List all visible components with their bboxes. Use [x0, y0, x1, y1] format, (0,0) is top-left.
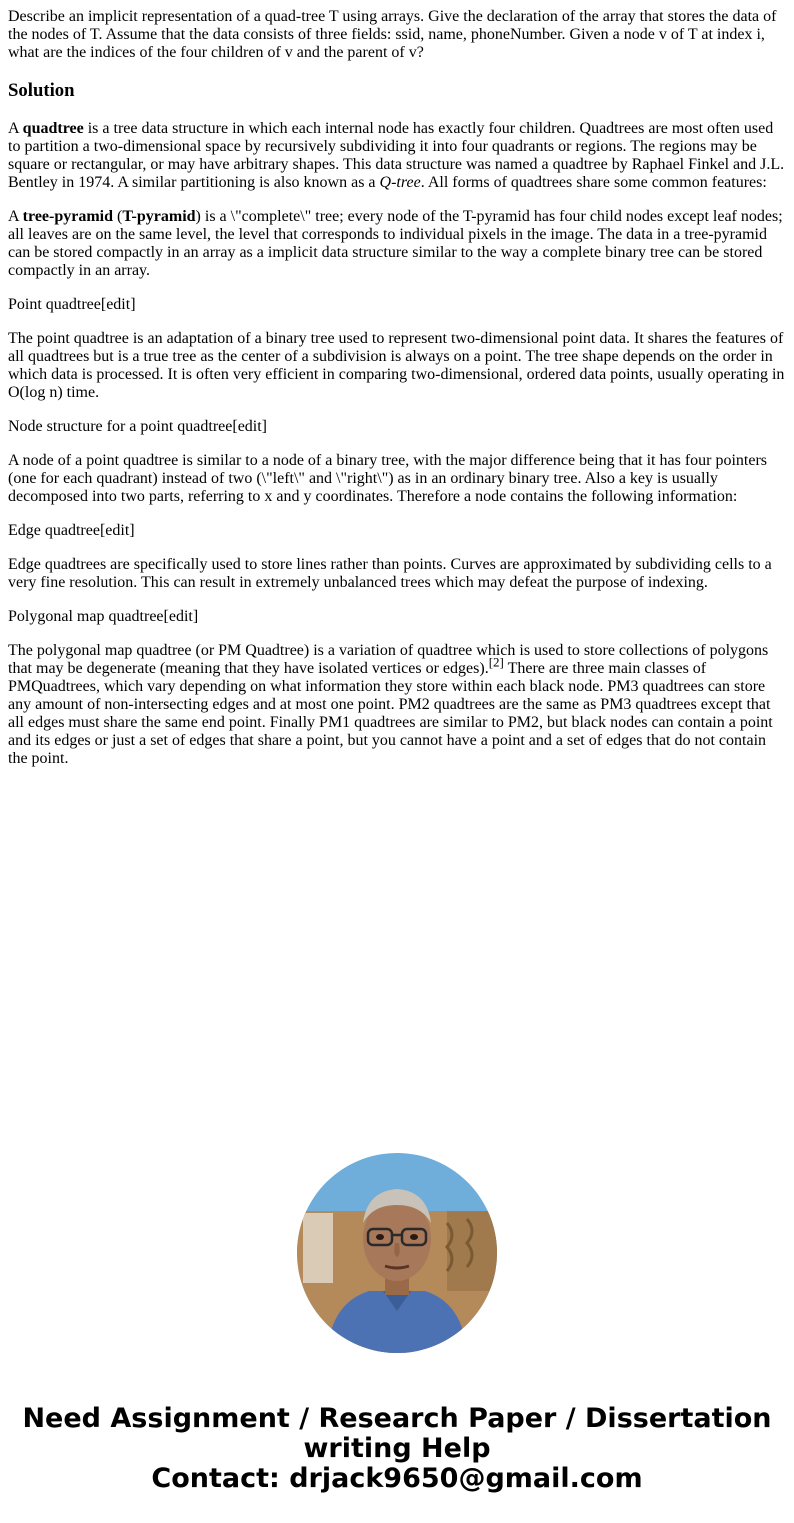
promo-line-2: writing Help	[303, 1433, 491, 1464]
question-text: Describe an implicit representation of a quad-tree T using arrays. Give the declaration of the array that stores the data of the nodes of T. Assume that the data consists of three fields: ssid, name, phoneNumber. Given a node v of T at index i, what are the indices of the four children of v and the parent of v?	[8, 8, 777, 61]
promo-line-1: Need Assignment / Research Paper / Dissertation	[22, 1403, 772, 1434]
promo-banner	[0, 1404, 794, 1494]
qtree-term: Q-tree	[379, 174, 421, 191]
pyramid-paragraph: A tree-pyramid (T-pyramid) is a \"complete\" tree; every node of the T-pyramid has four child nodes except leaf nodes; all leaves are on the same level, the level that corresponds to individual pixels in the image. The data in a tree-pyramid can be stored compactly in an array as a implicit data structure similar to the way a complete binary tree can be stored compactly in an array.	[8, 208, 783, 279]
node-structure-paragraph: A node of a point quadtree is similar to a node of a binary tree, with the major difference being that it has four pointers (one for each quadrant) instead of two (\"left\" and \"right\") as in an ordinary binary tree. Also a key is usually decomposed into two parts, referring to x and y coordinates. Therefore a node contains the following information:	[8, 452, 768, 505]
solution-heading: Solution	[8, 80, 75, 101]
node-structure-heading: Node structure for a point quadtree[edit]	[8, 418, 268, 435]
t-pyramid-term: T-pyramid	[122, 208, 196, 225]
author-photo	[297, 1153, 497, 1353]
quadtree-term: quadtree	[22, 120, 84, 137]
point-quadtree-heading: Point quadtree[edit]	[8, 296, 136, 313]
reference-2: [2]	[488, 654, 504, 670]
author-portrait	[297, 1153, 497, 1353]
edge-quadtree-paragraph: Edge quadtrees are specifically used to store lines rather than points. Curves are approximated by subdividing cells to a very fine resolution. This can result in extremely unbalanced trees which may defeat the purpose of indexing.	[8, 556, 772, 591]
point-quadtree-paragraph: The point quadtree is an adaptation of a binary tree used to represent two-dimensional point data. It shares the features of all quadtrees but is a true tree as the center of a subdivision is always on a point. The tree shape depends on the order in which data is processed. It is often very efficient in comparing two-dimensional, ordered data points, usually operating in O(log n) time.	[8, 330, 785, 401]
intro-paragraph: A quadtree is a tree data structure in which each internal node has exactly four children. Quadtrees are most often used to partition a two-dimensional space by recursively subdividing it into four quadrants or regions. The regions may be square or rectangular, or may have arbitrary shapes. This data structure was named a quadtree by Raphael Finkel and J.L. Bentley in 1974. A similar partitioning is also known as a Q-tree. All forms of quadtrees share some common features:	[8, 120, 785, 191]
polygonal-quadtree-paragraph: The polygonal map quadtree (or PM Quadtree) is a variation of quadtree which is used to store collections of polygons that may be degenerate (meaning that they have isolated vertices or edges).[2] There are three main classes of PMQuadtrees, which vary depending on what information they store within each black node. PM3 quadtrees can store any amount of non-intersecting edges and at most one point. PM2 quadtrees are the same as PM3 quadtrees except that all edges must share the same end point. Finally PM1 quadtrees are similar to PM2, but black nodes can contain a point and its edges or just a set of edges that share a point, but you cannot have a point and a set of edges that do not contain the point.	[8, 642, 773, 767]
tree-pyramid-term: tree-pyramid	[22, 208, 114, 225]
promo-contact: Contact: drjack9650@gmail.com	[151, 1463, 643, 1494]
polygonal-quadtree-heading: Polygonal map quadtree[edit]	[8, 608, 199, 625]
article	[8, 8, 786, 784]
edge-quadtree-heading: Edge quadtree[edit]	[8, 522, 135, 539]
